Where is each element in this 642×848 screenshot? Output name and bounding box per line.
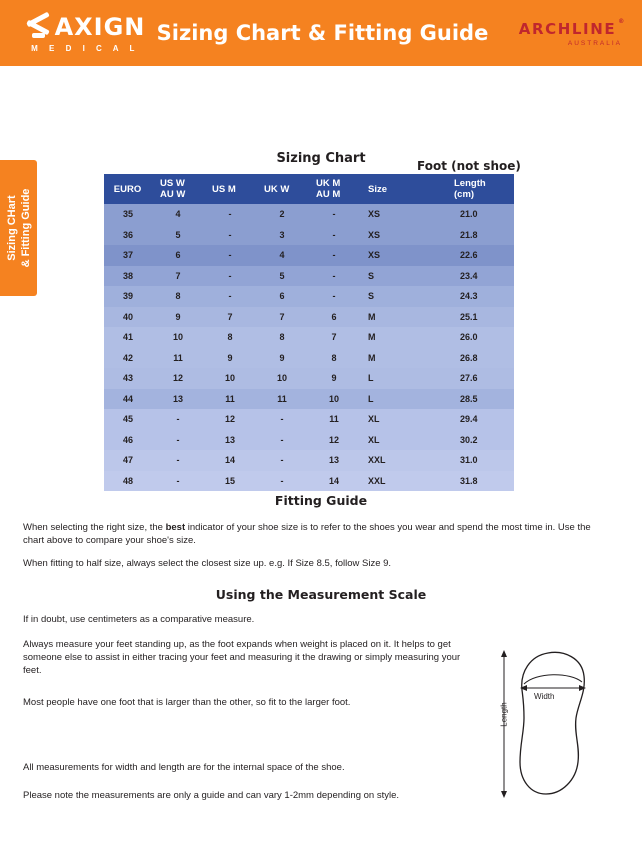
cell-length: 26.0 <box>446 327 514 348</box>
table-row <box>104 245 514 266</box>
cell-euro: 44 <box>104 389 152 410</box>
table-row <box>104 327 514 348</box>
cell-uk-m: - <box>308 286 360 307</box>
cell-size: M <box>360 307 446 328</box>
cell-length: 27.6 <box>446 368 514 389</box>
foot-width-label: Width <box>534 692 555 701</box>
cell-euro: 45 <box>104 409 152 430</box>
cell-us-w: - <box>152 430 204 451</box>
column-header-length-label: Length <box>454 178 486 189</box>
cell-us-m: - <box>204 266 256 287</box>
measurement-paragraph-2: Always measure your feet standing up, as the foot expands when weight is placed on it. It helps to get someone else to assist in either tracing your feet and measuring it the drawing or simply measuring your feet. <box>23 639 461 676</box>
column-header-uk-w-label: UK W <box>264 183 290 195</box>
cell-us-m: - <box>204 225 256 246</box>
cell-size: XS <box>360 204 446 225</box>
column-header-euro <box>104 174 152 204</box>
side-tab-line1: Sizing CHart <box>5 195 18 261</box>
cell-uk-w: 4 <box>256 245 308 266</box>
cell-us-m: - <box>204 245 256 266</box>
table-row <box>104 307 514 328</box>
fitting-para1-after: indicator of your shoe size is to refer to the shoes you wear and spend the most time in. Use the chart above to compare your shoe's size. <box>23 522 591 546</box>
cell-length: 28.5 <box>446 389 514 410</box>
archline-brand-name <box>518 17 625 38</box>
cell-size: XL <box>360 430 446 451</box>
cell-uk-w: - <box>256 430 308 451</box>
cell-size: XS <box>360 245 446 266</box>
cell-length: 31.8 <box>446 471 514 492</box>
table-row <box>104 430 514 451</box>
table-row <box>104 266 514 287</box>
cell-us-m: - <box>204 204 256 225</box>
fitting-guide-paragraph-2: When fitting to half size, always select the closest size up. e.g. If Size 8.5, follow Size 9. <box>23 558 392 569</box>
cell-size: S <box>360 286 446 307</box>
cell-uk-m: - <box>308 204 360 225</box>
cell-euro: 46 <box>104 430 152 451</box>
cell-uk-m: 11 <box>308 409 360 430</box>
cell-euro: 40 <box>104 307 152 328</box>
sizing-chart-title: Sizing Chart <box>276 151 366 166</box>
cell-length: 22.6 <box>446 245 514 266</box>
column-header-us-w <box>152 174 204 204</box>
fitting-guide-paragraph-1 <box>23 521 593 547</box>
cell-euro: 47 <box>104 450 152 471</box>
cell-size: XXL <box>360 450 446 471</box>
cell-length: 21.0 <box>446 204 514 225</box>
page-title: Sizing Chart & Fitting Guide <box>156 21 489 45</box>
cell-length: 31.0 <box>446 450 514 471</box>
foot-outline-icon <box>490 648 620 800</box>
cell-us-w: 9 <box>152 307 204 328</box>
measurement-paragraph-3: Most people have one foot that is larger than the other, so fit to the larger foot. <box>23 697 351 708</box>
cell-size: M <box>360 327 446 348</box>
side-tab-label <box>5 189 33 268</box>
axign-brand-sub: M E D I C A L <box>31 44 139 53</box>
cell-us-w: - <box>152 471 204 492</box>
table-row <box>104 409 514 430</box>
table-row <box>104 450 514 471</box>
cell-uk-w: - <box>256 450 308 471</box>
column-header-length <box>446 174 514 204</box>
cell-us-w: 10 <box>152 327 204 348</box>
cell-us-w: 12 <box>152 368 204 389</box>
cell-uk-m: 10 <box>308 389 360 410</box>
cell-size: L <box>360 389 446 410</box>
side-tab-sizing-chart <box>0 160 37 296</box>
cell-size: XS <box>360 225 446 246</box>
axign-mark-icon <box>25 14 51 40</box>
cell-euro: 43 <box>104 368 152 389</box>
fitting-guide-title: Fitting Guide <box>274 493 368 508</box>
cell-us-w: 8 <box>152 286 204 307</box>
cell-us-m: 8 <box>204 327 256 348</box>
measurement-paragraph-5: Please note the measurements are only a guide and can vary 1-2mm depending on style. <box>23 790 400 801</box>
cell-us-m: 12 <box>204 409 256 430</box>
axign-logo-row <box>25 13 146 41</box>
cell-us-w: - <box>152 450 204 471</box>
cell-uk-m: 8 <box>308 348 360 369</box>
axign-logo <box>0 13 148 53</box>
cell-size: XXL <box>360 471 446 492</box>
table-row <box>104 286 514 307</box>
cell-uk-m: 12 <box>308 430 360 451</box>
cell-length: 25.1 <box>446 307 514 328</box>
column-header-uk-m <box>308 174 360 204</box>
registered-trademark-icon: ® <box>618 17 625 25</box>
cell-us-m: 9 <box>204 348 256 369</box>
cell-uk-m: 9 <box>308 368 360 389</box>
cell-uk-w: 8 <box>256 327 308 348</box>
cell-length: 23.4 <box>446 266 514 287</box>
cell-euro: 48 <box>104 471 152 492</box>
axign-brand-name: AXIGN <box>54 13 146 41</box>
foot-not-shoe-label: Foot (not shoe) <box>417 159 521 173</box>
column-header-uk-m-label: UK M <box>316 178 341 189</box>
cell-uk-m: 14 <box>308 471 360 492</box>
cell-euro: 41 <box>104 327 152 348</box>
cell-length: 26.8 <box>446 348 514 369</box>
fitting-para1-bold: best <box>165 522 186 533</box>
measurement-scale-title: Using the Measurement Scale <box>215 587 427 602</box>
table-row <box>104 368 514 389</box>
fitting-para1-before: When selecting the right size, the <box>23 522 166 533</box>
cell-uk-w: 2 <box>256 204 308 225</box>
archline-logo <box>507 17 642 47</box>
cell-uk-w: 7 <box>256 307 308 328</box>
cell-uk-m: - <box>308 266 360 287</box>
column-header-uk-m-sub: AU M <box>316 189 341 200</box>
cell-us-m: 15 <box>204 471 256 492</box>
measurement-paragraph-1: If in doubt, use centimeters as a comparative measure. <box>23 614 255 625</box>
cell-euro: 42 <box>104 348 152 369</box>
cell-us-m: 11 <box>204 389 256 410</box>
foot-length-label: Length <box>499 702 509 727</box>
column-header-us-w-label: US W <box>160 178 185 189</box>
cell-length: 21.8 <box>446 225 514 246</box>
cell-us-w: 5 <box>152 225 204 246</box>
cell-euro: 37 <box>104 245 152 266</box>
side-tab-line2: & Fitting Guide <box>19 188 32 268</box>
table-row <box>104 204 514 225</box>
cell-us-w: 4 <box>152 204 204 225</box>
column-header-length-sub: (cm) <box>454 189 475 200</box>
cell-us-w: 11 <box>152 348 204 369</box>
cell-length: 29.4 <box>446 409 514 430</box>
cell-uk-m: 13 <box>308 450 360 471</box>
cell-uk-w: 11 <box>256 389 308 410</box>
cell-us-w: 13 <box>152 389 204 410</box>
cell-length: 24.3 <box>446 286 514 307</box>
cell-uk-m: - <box>308 245 360 266</box>
cell-uk-w: 9 <box>256 348 308 369</box>
measurement-paragraph-4: All measurements for width and length are for the internal space of the shoe. <box>23 762 345 773</box>
cell-size: M <box>360 348 446 369</box>
cell-us-m: 10 <box>204 368 256 389</box>
cell-euro: 39 <box>104 286 152 307</box>
sizing-chart-table <box>104 174 514 491</box>
column-header-euro-label: EURO <box>113 183 142 195</box>
table-row <box>104 225 514 246</box>
cell-uk-m: 6 <box>308 307 360 328</box>
cell-size: XL <box>360 409 446 430</box>
column-header-size <box>360 174 446 204</box>
cell-uk-w: - <box>256 409 308 430</box>
archline-brand-sub: AUSTRALIA <box>567 39 622 47</box>
cell-uk-w: 10 <box>256 368 308 389</box>
column-header-uk-w <box>256 174 308 204</box>
cell-uk-w: 6 <box>256 286 308 307</box>
cell-length: 30.2 <box>446 430 514 451</box>
cell-us-m: 7 <box>204 307 256 328</box>
table-header-row <box>104 174 514 204</box>
cell-euro: 35 <box>104 204 152 225</box>
foot-measurement-diagram <box>490 648 620 800</box>
cell-uk-w: - <box>256 471 308 492</box>
cell-us-m: 14 <box>204 450 256 471</box>
cell-us-w: 7 <box>152 266 204 287</box>
column-header-us-w-sub: AU W <box>160 189 186 200</box>
column-header-us-m <box>204 174 256 204</box>
cell-size: S <box>360 266 446 287</box>
column-header-size-label: Size <box>368 183 388 195</box>
cell-us-w: - <box>152 409 204 430</box>
cell-size: L <box>360 368 446 389</box>
page-header <box>0 0 642 66</box>
cell-us-m: 13 <box>204 430 256 451</box>
cell-us-m: - <box>204 286 256 307</box>
cell-uk-m: 7 <box>308 327 360 348</box>
cell-euro: 36 <box>104 225 152 246</box>
cell-euro: 38 <box>104 266 152 287</box>
cell-uk-w: 5 <box>256 266 308 287</box>
archline-brand-text: ARCHLINE <box>518 19 617 38</box>
table-row <box>104 471 514 492</box>
table-row <box>104 348 514 369</box>
cell-us-w: 6 <box>152 245 204 266</box>
table-row <box>104 389 514 410</box>
column-header-us-m-label: US M <box>212 183 236 195</box>
cell-uk-m: - <box>308 225 360 246</box>
cell-uk-w: 3 <box>256 225 308 246</box>
